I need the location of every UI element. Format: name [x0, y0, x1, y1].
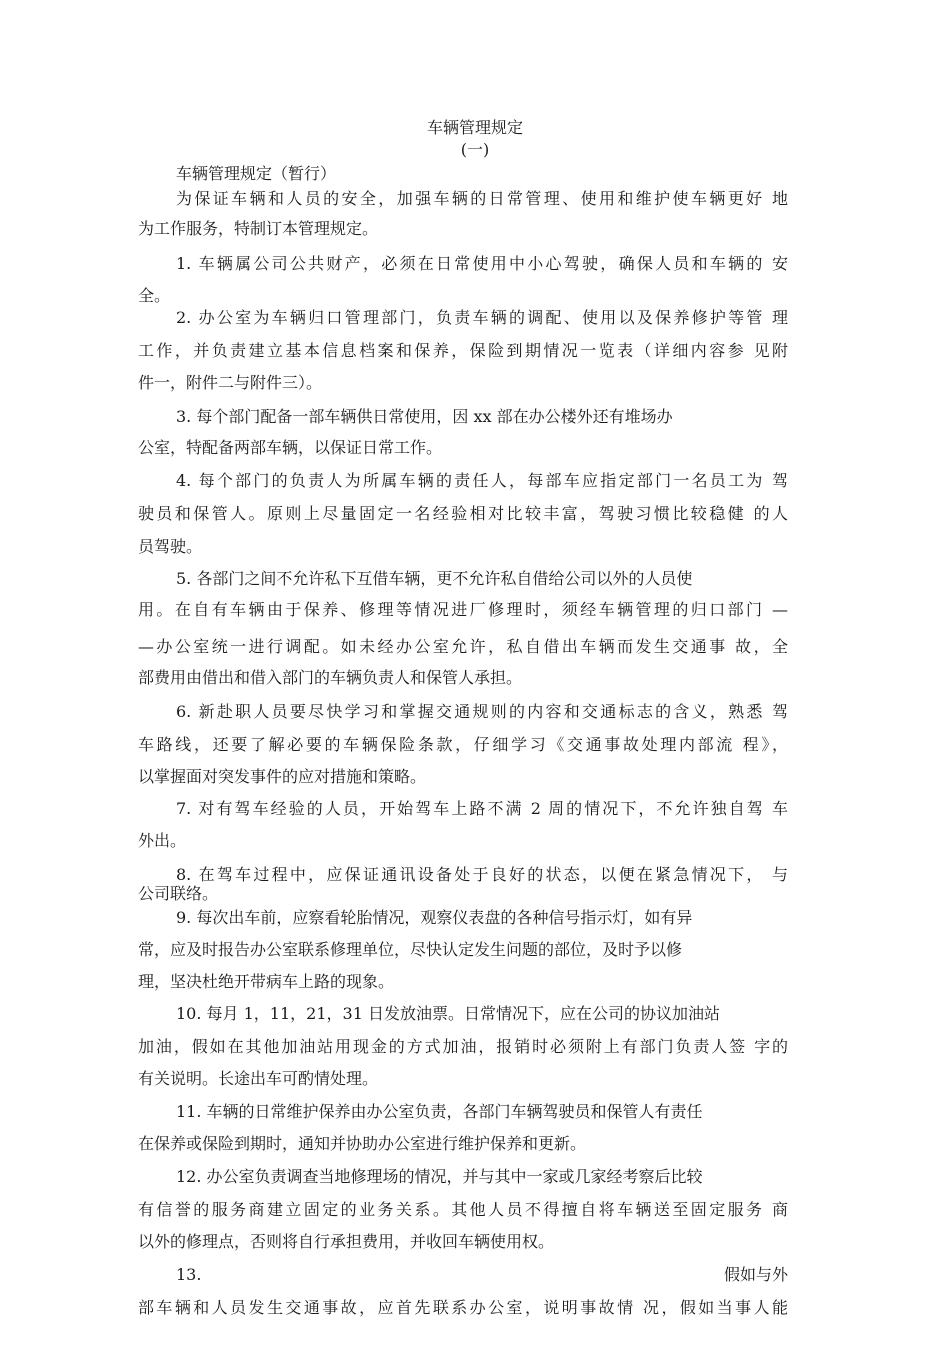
text-line: 12. 办公室负责调查当地修理场的情况，并与其中一家或几家经考察后比较 — [176, 1167, 703, 1186]
text-line: 有信誉的服务商建立固定的业务关系。其他人员不得擅自将车辆送至固定服务 商 — [138, 1200, 788, 1219]
text-line: 工作，并负责建立基本信息档案和保养，保险到期情况一览表（详细内容参 见附 — [138, 341, 788, 360]
text-line: 11. 车辆的日常维护保养由办公室负责，各部门车辆驾驶员和保管人有责任 — [176, 1102, 703, 1121]
text-line: 9. 每次出车前，应察看轮胎情况，观察仪表盘的各种信号指示灯，如有异 — [176, 908, 693, 927]
text-line: 假如与外 — [723, 1265, 788, 1284]
text-line: 1. 车辆属公司公共财产，必须在日常使用中小心驾驶，确保人员和车辆的 安 — [176, 254, 788, 273]
text-line: 加油，假如在其他加油站用现金的方式加油，报销时必须附上有部门负责人签 字的 — [138, 1037, 788, 1056]
text-line: 6. 新赴职人员要尽快学习和掌握交通规则的内容和交通标志的含义，熟悉 驾 — [176, 702, 788, 721]
text-line: 10. 每月 1，11，21，31 日发放油票。日常情况下，应在公司的协议加油站 — [176, 1004, 720, 1023]
text-line: 以掌握面对突发事件的应对措施和策略。 — [138, 767, 427, 786]
document-subtitle: (一) — [460, 140, 490, 159]
text-line: 以外的修理点，否则将自行承担费用，并收回车辆使用权。 — [138, 1232, 555, 1251]
text-line: 公司联络。 — [138, 884, 219, 903]
text-line: 8. 在驾车过程中，应保证通讯设备处于良好的状态，以便在紧急情况下， 与 — [176, 865, 788, 884]
text-line: 全。 — [138, 286, 171, 305]
text-line: 员驾驶。 — [138, 537, 203, 556]
text-line: 件一，附件二与附件三）。 — [138, 373, 323, 392]
text-line: 在保养或保险到期时，通知并协助办公室进行维护保养和更新。 — [138, 1134, 587, 1153]
text-line: 5. 各部门之间不允许私下互借车辆，更不允许私自借给公司以外的人员使 — [176, 569, 693, 588]
text-line: 4. 每个部门的负责人为所属车辆的责任人，每部车应指定部门一名员工为 驾 — [176, 471, 788, 490]
text-line: 驶员和保管人。原则上尽量固定一名经验相对比较丰富，驾驶习惯比较稳健 的人 — [138, 504, 788, 523]
text-line: 13. — [176, 1265, 202, 1284]
text-line: 有关说明。长途出车可酌情处理。 — [138, 1069, 379, 1088]
text-line: 公室，特配备两部车辆，以保证日常工作。 — [138, 438, 443, 457]
text-line: 车路线，还要了解必要的车辆保险条款，仔细学习《交通事故处理内部流 程》， — [138, 735, 788, 754]
text-line: 7. 对有驾车经验的人员，开始驾车上路不满 2 周的情况下，不允许独自驾 车 — [176, 799, 788, 818]
text-line: 用。在自有车辆由于保养、修理等情况进厂修理时，须经车辆管理的归口部门 — — [138, 600, 788, 619]
text-line: 为工作服务，特制订本管理规定。 — [138, 219, 379, 238]
text-line: 部车辆和人员发生交通事故，应首先联系办公室，说明事故情 况，假如当事人能 — [138, 1298, 788, 1317]
text-line: 外出。 — [138, 831, 187, 850]
text-line: 理，坚决杜绝开带病车上路的现象。 — [138, 972, 395, 991]
text-line: 3. 每个部门配备一部车辆供日常使用，因 xx 部在办公楼外还有堆场办 — [176, 407, 673, 426]
text-line: —办公室统一进行调配。如未经办公室允许，私自借出车辆而发生交通事 故，全 — [138, 637, 788, 656]
text-line: 2. 办公室为车辆归口管理部门，负责车辆的调配、使用以及保养修护等管 理 — [176, 308, 788, 327]
text-line: 为保证车辆和人员的安全，加强车辆的日常管理、使用和维护使车辆更好 地 — [176, 189, 788, 208]
document-title: 车辆管理规定 — [426, 118, 523, 137]
section-heading: 车辆管理规定（暂行） — [176, 164, 337, 183]
text-line: 部费用由借出和借入部门的车辆负责人和保管人承担。 — [138, 668, 523, 687]
text-line: 常，应及时报告办公室联系修理单位，尽快认定发生问题的部位，及时予以修 — [138, 940, 683, 959]
